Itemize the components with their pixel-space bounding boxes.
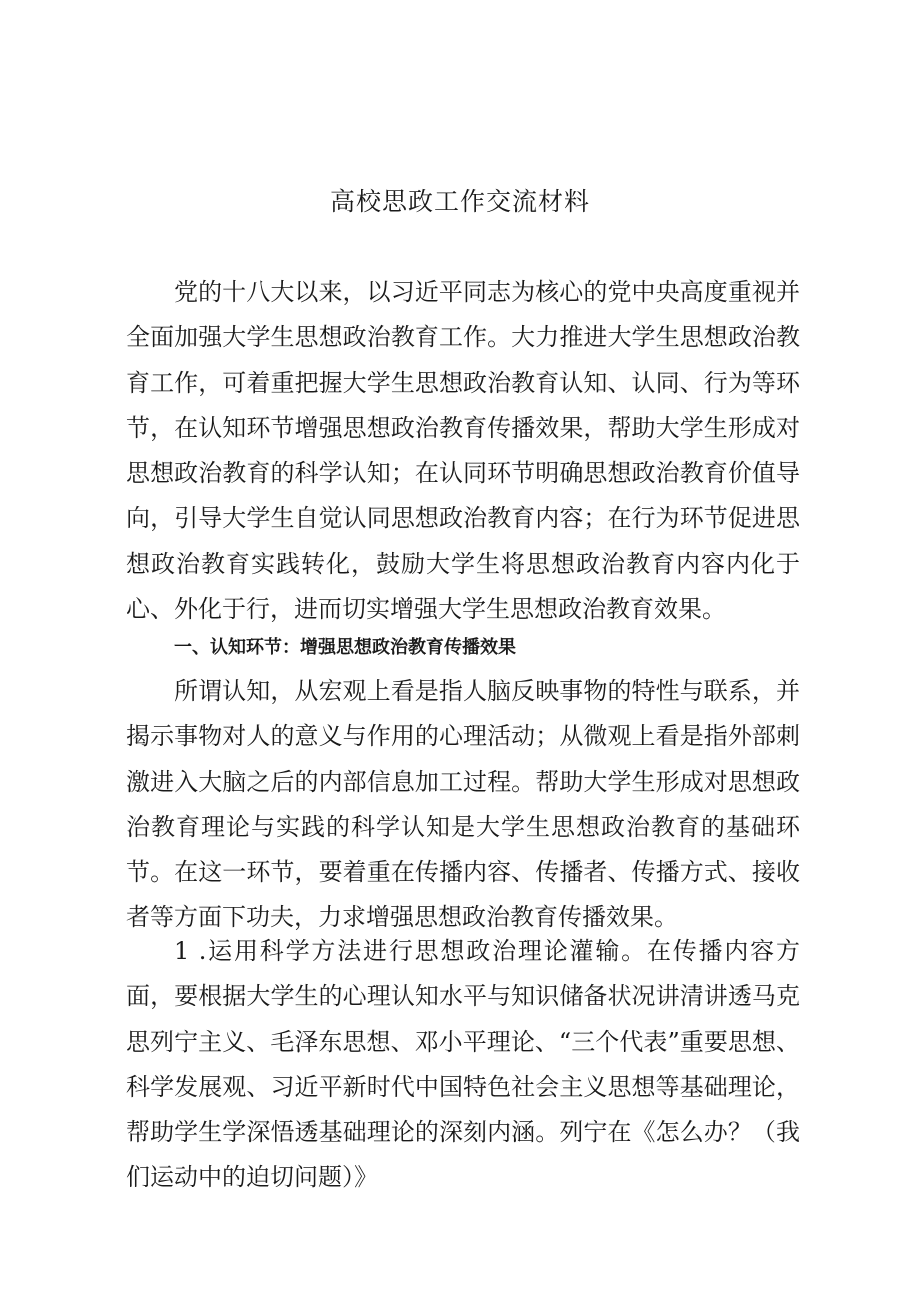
section-heading-cognition: 一、认知环节：增强思想政治教育传播效果 [174, 637, 516, 658]
section1-paragraph: 所谓认知，从宏观上看是指人脑反映事物的特性与联系，并揭示事物对人的意义与作用的心理活动；从微观上看是指外部刺激进入大脑之后的内部信息加工过程。帮助大学生形成对思想政治教育理论与实践的科学认知是大学生思想政治教育的基础环节。在这一环节，要着重在传播内容、传播者、传播方式、接收者等方面下功夫，力求增强思想政治教育传播效果。 [126, 677, 800, 932]
document-title: 高校思政工作交流材料 [329, 187, 590, 216]
intro-paragraph: 党的十八大以来，以习近平同志为核心的党中央高度重视并全面加强大学生思想政治教育工作。大力推进大学生思想政治教育工作，可着重把握大学生思想政治教育认知、认同、行为等环节，在认知环节增强思想政治教育传播效果，帮助大学生形成对思想政治教育的科学认知；在认同环节明确思想政治教育价值导向，引导大学生自觉认同思想政治教育内容；在行为环节促进思想政治教育实践转化，鼓励大学生将思想政治教育内容内化于心、外化于行，进而切实增强大学生思想政治教育效果。 [126, 278, 800, 624]
point1-paragraph: 1 .运用科学方法进行思想政治理论灌输。在传播内容方面，要根据大学生的心理认知水平与知识储备状况讲清讲透马克思列宁主义、毛泽东思想、邓小平理论、“三个代表”重要思想、科学发展观、习近平新时代中国特色社会主义思想等基础理论，帮助学生学深悟透基础理论的深刻内涵。列宁在《怎么办？（我们运动中的迫切问题）》 [126, 937, 800, 1192]
